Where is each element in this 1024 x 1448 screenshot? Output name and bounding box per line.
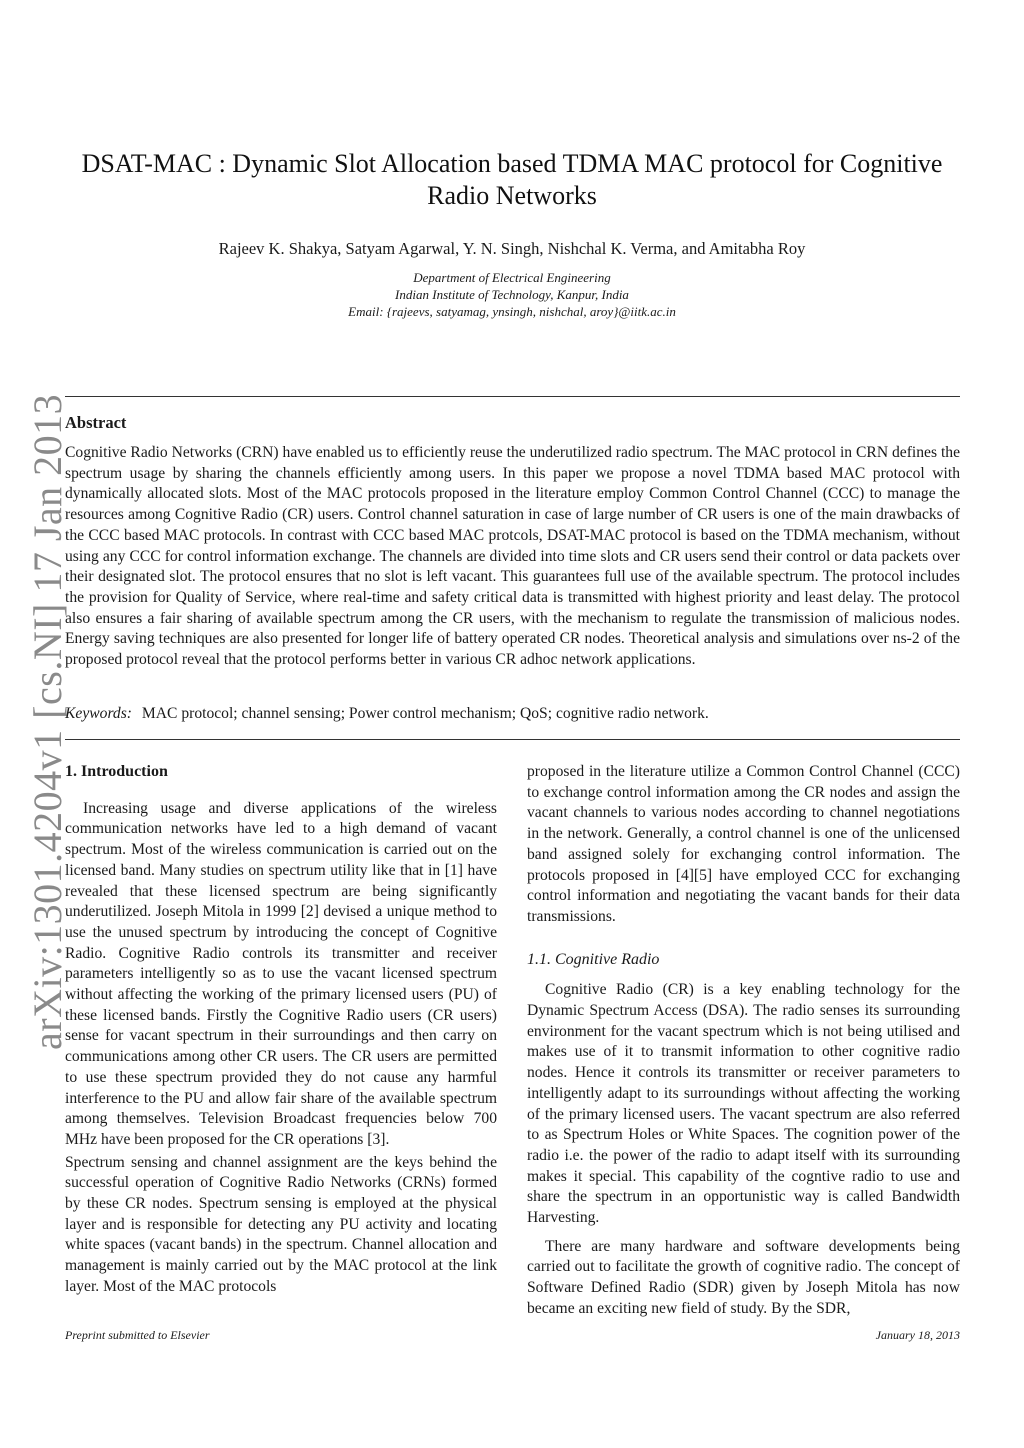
- subsection-heading-cognitive-radio: 1.1. Cognitive Radio: [527, 950, 660, 968]
- footer-date: January 18, 2013: [875, 1328, 960, 1342]
- keywords-line: [65, 704, 960, 725]
- introduction-paragraph-1: Increasing usage and diverse applications of the wireless communication networks have led to a high demand of vacant spectrum. Most of the wireless communication is carried out on the licensed band. Many studies on spectrum utility like that in [1] have revealed that these licensed spectrum are being significantly underutilized. Joseph Mitola in 1999 [2] devised a unique method to use the unused spectrum by introducing the concept of Cognitive Radio. Cognitive Radio controls its transmitter and receiver parameters intelligently so as to use the vacant licensed spectrum without affecting the working of the primary licensed users (PU) of these licensed bands. Firstly the Cognitive Radio users (CR users) sense for vacant spectrum in their surroundings and then carry on communications among other CR users. The CR users are permitted to use these spectrum provided they do not cause any harmful interference to the PU and allow fair share of the available spectrum among themselves. Television Broadcast frequencies below 700 MHz have been proposed for the CR operations [3].: [65, 799, 497, 1148]
- abstract-bottom-rule: [65, 739, 960, 740]
- introduction-paragraph-2: Spectrum sensing and channel assignment are the keys behind the successful operation of Cognitive Radio Networks (CRNs) formed by these CR nodes. Spectrum sensing is employed at the physical layer and is responsible for detecting any PU activity and locating white spaces (vacant bands) in the spectrum. Channel allocation and management is mainly carried out by the MAC protocol at the link layer. Most of the MAC protocols: [65, 1153, 497, 1295]
- introduction-paragraph-3: proposed in the literature utilize a Common Control Channel (CCC) to exchange control information among the CR nodes and assign the vacant channels to various nodes according to channel negotiations in the network. Generally, a control channel is one of the unlicensed band assigned solely for exchanging control information. The protocols proposed in [4][5] have employed CCC for exchanging control information and negotiating the vacant bands for their data transmissions.: [527, 763, 960, 925]
- keywords-text: MAC protocol; channel sensing; Power control mechanism; QoS; cognitive radio network.: [141, 705, 709, 722]
- keywords-label: Keywords:: [65, 705, 132, 722]
- abstract-heading: Abstract: [65, 413, 127, 432]
- affiliation-email: Email: {rajeevs, satyamag, ynsingh, nishchal, aroy}@iitk.ac.in: [348, 304, 676, 319]
- affiliation-department: Department of Electrical Engineering: [413, 270, 611, 285]
- abstract-top-rule: [65, 396, 960, 397]
- left-column: [65, 762, 497, 1300]
- section-heading-introduction: 1. Introduction: [65, 763, 168, 780]
- cognitive-radio-paragraph-1: Cognitive Radio (CR) is a key enabling technology for the Dynamic Spectrum Access (DSA). The radio senses its surrounding environment for the vacant spectrum which is not being utilised and makes use of it to transmit information to other cognitive radio nodes. Hence it controls its transmitter or receiver parameters to intelligently adapt to its surroundings without affecting the working of the primary licensed users. The vacant spectrum are also referred to as Spectrum Holes or White Spaces. The cognition power of the radio i.e. the power of the radio to adapt itself with its surrounding makes it special. This capability of the cogntive radio to use and share the spectrum in an opportunistic way is called Bandwidth Harvesting.: [527, 981, 960, 1227]
- right-column: [527, 762, 960, 1322]
- affiliation-block: [60, 269, 964, 320]
- arxiv-identifier: arXiv:1301.4204v1 [cs.NI] 17 Jan 2013: [25, 393, 70, 1050]
- abstract-text: Cognitive Radio Networks (CRN) have enabled us to efficiently reuse the underutilized radio spectrum. The MAC protocol in CRN defines the spectrum usage by sharing the channels efficiently among users. In this paper we propose a novel TDMA based MAC protocol with dynamically allocated slots. Most of the MAC protocols proposed in the literature employ Common Control Channel (CCC) to manage the resources among Cognitive Radio (CR) users. Control channel saturation in case of large number of CR users is one of the main drawbacks of the CCC based MAC protocols. In contrast with CCC based MAC protcols, DSAT-MAC protocol is based on the TDMA mechanism, without using any CCC for control information exchange. The channels are divided into time slots and CR users send their control or data packets over their designated slot. The protocol ensures that no slot is left vacant. This guarantees full use of the available spectrum. The protocol includes the provision for Quality of Service, where real-time and safety critical data is transmitted with highest priority and least delay. The protocol also ensures a fair sharing of available spectrum among the CR users, with the mechanism to regulate the transmission of malicious nodes. Energy saving techniques are also presented for longer life of battery operated CR nodes. Theoretical analysis and simulations over ns-2 of the proposed protocol reveal that the protocol performs better in various CR adhoc network applications.: [65, 444, 960, 669]
- author-list: Rajeev K. Shakya, Satyam Agarwal, Y. N. Singh, Nishchal K. Verma, and Amitabha Roy: [218, 239, 806, 258]
- paper-title: DSAT-MAC : Dynamic Slot Allocation based TDMA MAC protocol for Cognitive Radio Networks: [81, 149, 943, 210]
- affiliation-institute: Indian Institute of Technology, Kanpur, India: [395, 287, 629, 302]
- footer-preprint-note: Preprint submitted to Elsevier: [65, 1328, 210, 1342]
- cognitive-radio-paragraph-2: There are many hardware and software developments being carried out to facilitate the growth of cognitive radio. The concept of Software Defined Radio (SDR) given by Joseph Mitola has now became an exciting new field of study. By the SDR,: [527, 1237, 960, 1317]
